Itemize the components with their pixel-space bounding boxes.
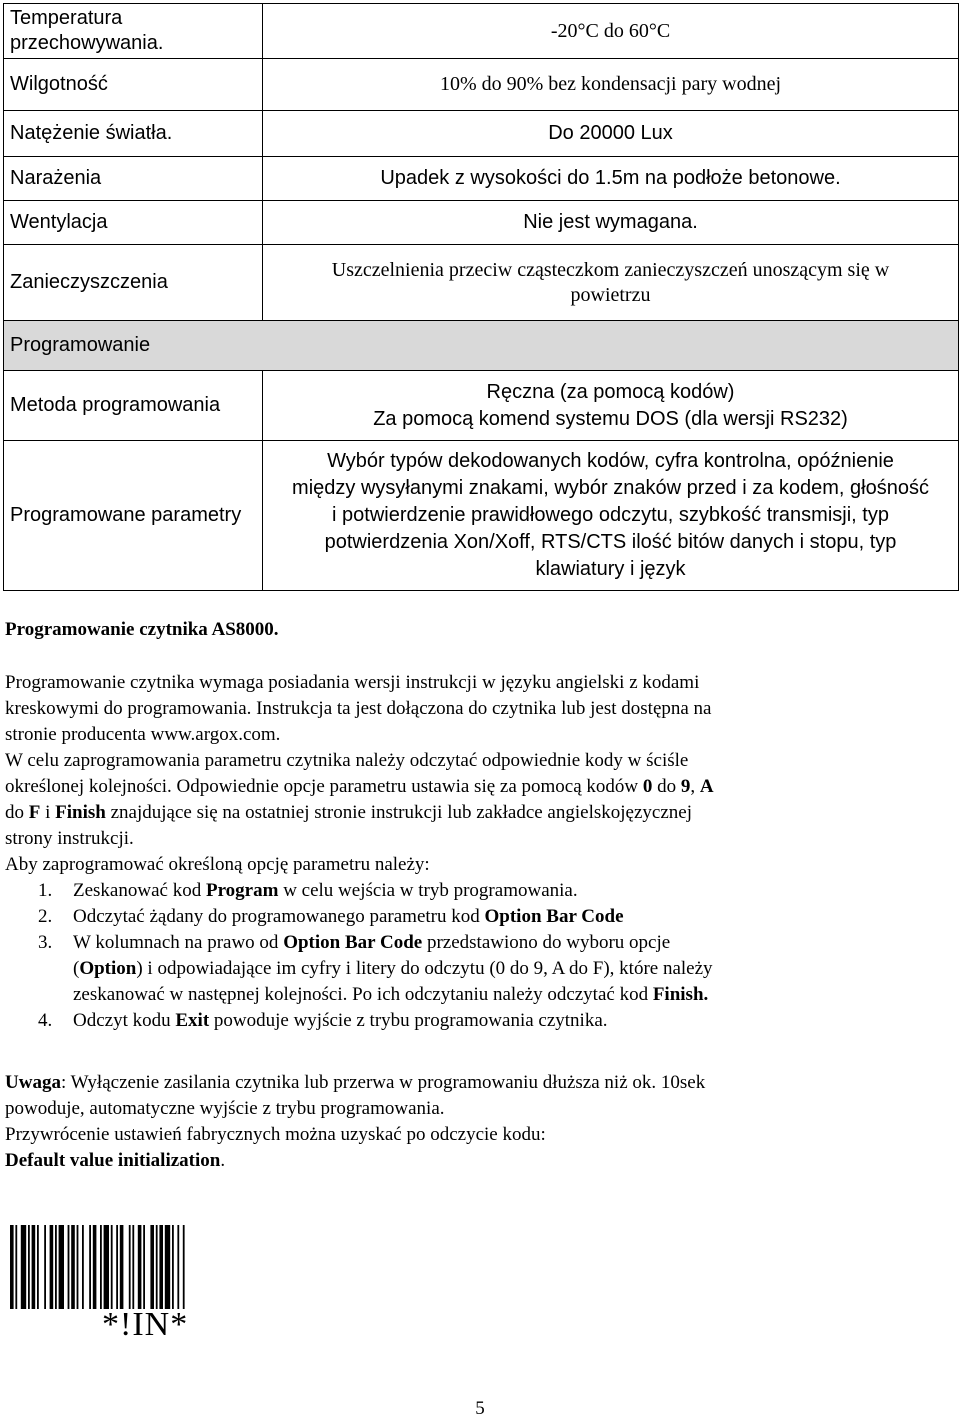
barcode-bar — [71, 1225, 75, 1309]
barcode-bar — [159, 1225, 163, 1309]
barcode-bar — [93, 1225, 97, 1309]
paragraph-line: stronie producenta www.argox.com. — [5, 724, 281, 745]
table-row — [4, 111, 959, 157]
row-label: Zanieczyszczenia — [4, 245, 263, 321]
steps-list — [5, 878, 950, 1034]
note-line: Uwaga: Wyłączenie zasilania czytnika lub przerwa w programowaniu dłuższa niż ok. 10sek — [5, 1072, 706, 1093]
barcode-bar — [104, 1225, 109, 1309]
barcode-caption: *!IN* — [102, 1306, 189, 1343]
row-value: Upadek z wysokości do 1.5m na podłoże betonowe. — [263, 157, 959, 201]
table-row — [4, 201, 959, 245]
note-line: Przywrócenie ustawień fabrycznych można uzyskać po odczycie kodu: — [5, 1124, 546, 1145]
barcode-bar — [89, 1225, 91, 1309]
barcode-bar — [37, 1225, 39, 1309]
list-item: 1. Zeskanować kod Program w celu wejścia w tryb programowania. — [38, 880, 578, 901]
barcode-bar — [21, 1225, 26, 1309]
barcode-bar — [10, 1225, 14, 1309]
row-value: -20°C do 60°C — [263, 4, 959, 59]
table-row — [4, 441, 959, 591]
list-item: 2. Odczytać żądany do programowanego parametru kod Option Bar Code — [38, 906, 624, 927]
barcode-bar — [129, 1225, 131, 1309]
barcode-bar — [77, 1225, 79, 1309]
paragraph-line: określonej kolejności. Odpowiednie opcje parametru ustawia się za pomocą kodów 0 do 9, A — [5, 776, 714, 797]
barcode-bar — [32, 1225, 36, 1309]
paragraph-line: Programowanie czytnika wymaga posiadania wersji instrukcji w języku angielski z kodami — [5, 672, 700, 693]
barcode-bar — [82, 1225, 84, 1309]
paragraph-line: kreskowymi do programowania. Instrukcja ta jest dołączona do czytnika lub jest dostępna na — [5, 698, 712, 719]
barcode-bar — [183, 1225, 185, 1309]
barcode-bar — [44, 1225, 46, 1309]
table-row — [4, 245, 959, 321]
barcode-bar — [28, 1225, 30, 1309]
row-label: Programowane parametry — [4, 441, 263, 591]
barcode-bar — [116, 1225, 118, 1309]
table-row — [4, 59, 959, 111]
paragraph-line: W celu zaprogramowania parametru czytnika należy odczytać odpowiednie kody w ściśle — [5, 750, 689, 771]
default-value-barcode — [10, 1225, 235, 1345]
note-block — [5, 1070, 950, 1174]
barcode-bar — [143, 1225, 145, 1309]
paragraph-line: do F i Finish znajdujące się na ostatniej stronie instrukcji lub zakładce angielskojęzycznej — [5, 802, 692, 823]
barcode-bar — [172, 1225, 174, 1309]
barcode-bar — [59, 1225, 64, 1309]
section-title: Programowanie — [4, 321, 959, 371]
barcode-bar — [132, 1225, 134, 1309]
paragraph-line: strony instrukcji. — [5, 828, 134, 849]
paragraph-line: Aby zaprogramować określoną opcję parametru należy: — [5, 854, 430, 875]
page-number: 5 — [475, 1398, 485, 1419]
row-value: 10% do 90% bez kondensacji pary wodnej — [263, 59, 959, 111]
barcode-bar — [55, 1225, 57, 1309]
barcode-bar — [165, 1225, 170, 1309]
section-heading: Programowanie czytnika AS8000. — [5, 619, 279, 640]
barcode-bar — [100, 1225, 102, 1309]
barcode-bar — [15, 1225, 17, 1309]
row-label: Wentylacja — [4, 201, 263, 245]
row-value: Do 20000 Lux — [263, 111, 959, 157]
table-row — [4, 4, 959, 59]
row-value: Wybór typów dekodowanych kodów, cyfra kontrolna, opóźnienie między wysyłanymi znakami, wybór znaków przed i za kodem, głośność i potwierdzenie prawidłowego odczytu, szybkość transmisji, typ potwierdzenia Xon/Xoff, RTS/CTS ilość bitów danych i stopu, typ klawiatury i język — [263, 441, 959, 591]
barcode-bar — [68, 1225, 70, 1309]
note-line: Default value initialization. — [5, 1150, 226, 1171]
row-label: Wilgotność — [4, 59, 263, 111]
row-label: Temperatura przechowywania. — [4, 4, 263, 59]
barcode-bar — [150, 1225, 154, 1309]
row-label: Natężenie światła. — [4, 111, 263, 157]
row-label: Metoda programowania — [4, 371, 263, 441]
section-header-row — [4, 321, 959, 371]
row-value: Uszczelnienia przeciw cząsteczkom zanieczyszczeń unoszącym się w powietrzu — [263, 245, 959, 321]
instructions-body — [5, 670, 950, 1034]
barcode-bar — [50, 1225, 54, 1309]
row-label: Narażenia — [4, 157, 263, 201]
barcode-icon — [10, 1225, 235, 1309]
note-line: powoduje, automatyczne wyjście z trybu programowania. — [5, 1098, 445, 1119]
barcode-bar — [120, 1225, 124, 1309]
list-item: 4. Odczyt kodu Exit powoduje wyjście z trybu programowania czytnika. — [38, 1010, 608, 1031]
barcode-bar — [156, 1225, 158, 1309]
row-value: Ręczna (za pomocą kodów) Za pomocą komend systemu DOS (dla wersji RS232) — [263, 371, 959, 441]
barcode-bar — [111, 1225, 113, 1309]
table-row — [4, 371, 959, 441]
list-item: 3. W kolumnach na prawo od Option Bar Code przedstawiono do wyboru opcje (Option) i odpowiadające im cyfry i litery do odczytu (0 do 9, A do F), które należy zeskanować w następnej kolejności. Po ich odczytaniu należy odczytać kod Finish. — [38, 932, 713, 1005]
barcode-bar — [138, 1225, 142, 1309]
table-row — [4, 157, 959, 201]
barcode-bar — [177, 1225, 179, 1309]
specifications-table — [3, 3, 959, 591]
row-value: Nie jest wymagana. — [263, 201, 959, 245]
